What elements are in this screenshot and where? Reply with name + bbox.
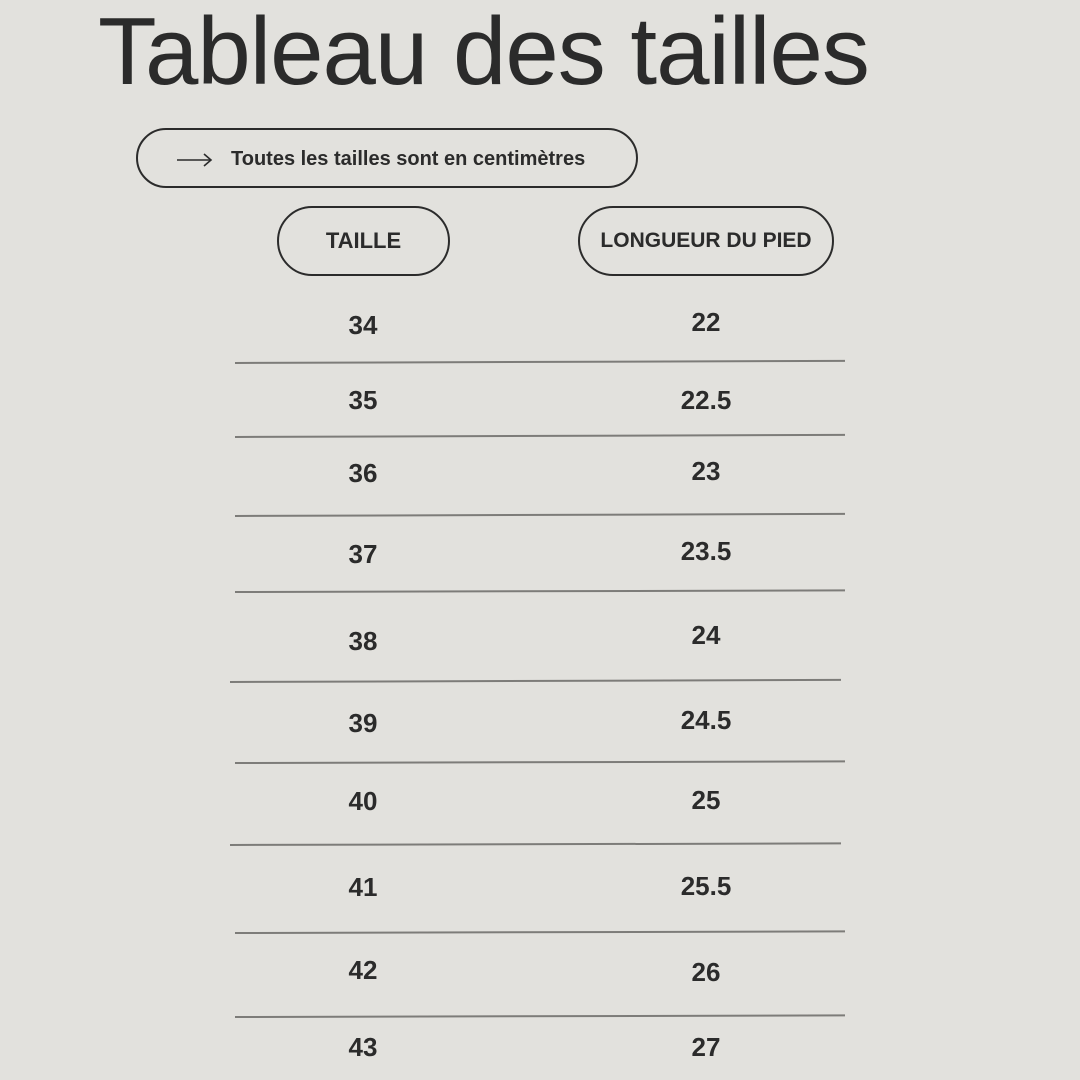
foot-length-cell: 23.5 [680,536,732,566]
foot-length-cell: 26 [691,957,721,987]
row-divider [235,1014,845,1018]
row-divider [235,760,845,764]
row-divider [235,360,845,364]
size-cell: 40 [348,786,378,816]
foot-length-cell: 25.5 [680,871,732,901]
size-cell: 35 [348,385,378,415]
row-divider [230,679,841,683]
page-title: Tableau des tailles [98,0,869,105]
foot-length-cell: 22 [691,307,721,337]
units-note [136,128,638,188]
row-divider [235,434,845,438]
foot-length-cell: 25 [691,785,721,815]
size-cell: 39 [348,708,378,738]
size-cell: 42 [348,955,378,985]
size-cell: 36 [348,458,378,488]
arrow-right-icon [176,151,214,169]
size-cell: 43 [348,1032,378,1062]
row-divider [235,513,845,517]
foot-length-cell: 23 [691,456,721,486]
size-cell: 37 [348,539,378,569]
foot-length-cell: 22.5 [680,385,732,415]
size-cell: 34 [348,310,378,340]
row-divider [235,589,845,593]
foot-length-cell: 24 [691,620,721,650]
foot-length-cell: 24.5 [680,705,732,735]
column-header-size: TAILLE [277,206,450,276]
units-note-text: Toutes les tailles sont en centimètres [231,148,586,170]
size-cell: 38 [348,626,378,656]
row-divider [230,842,841,846]
size-cell: 41 [348,872,378,902]
row-divider [235,930,845,934]
foot-length-cell: 27 [691,1032,721,1062]
column-header-foot-length: LONGUEUR DU PIED [578,206,834,276]
